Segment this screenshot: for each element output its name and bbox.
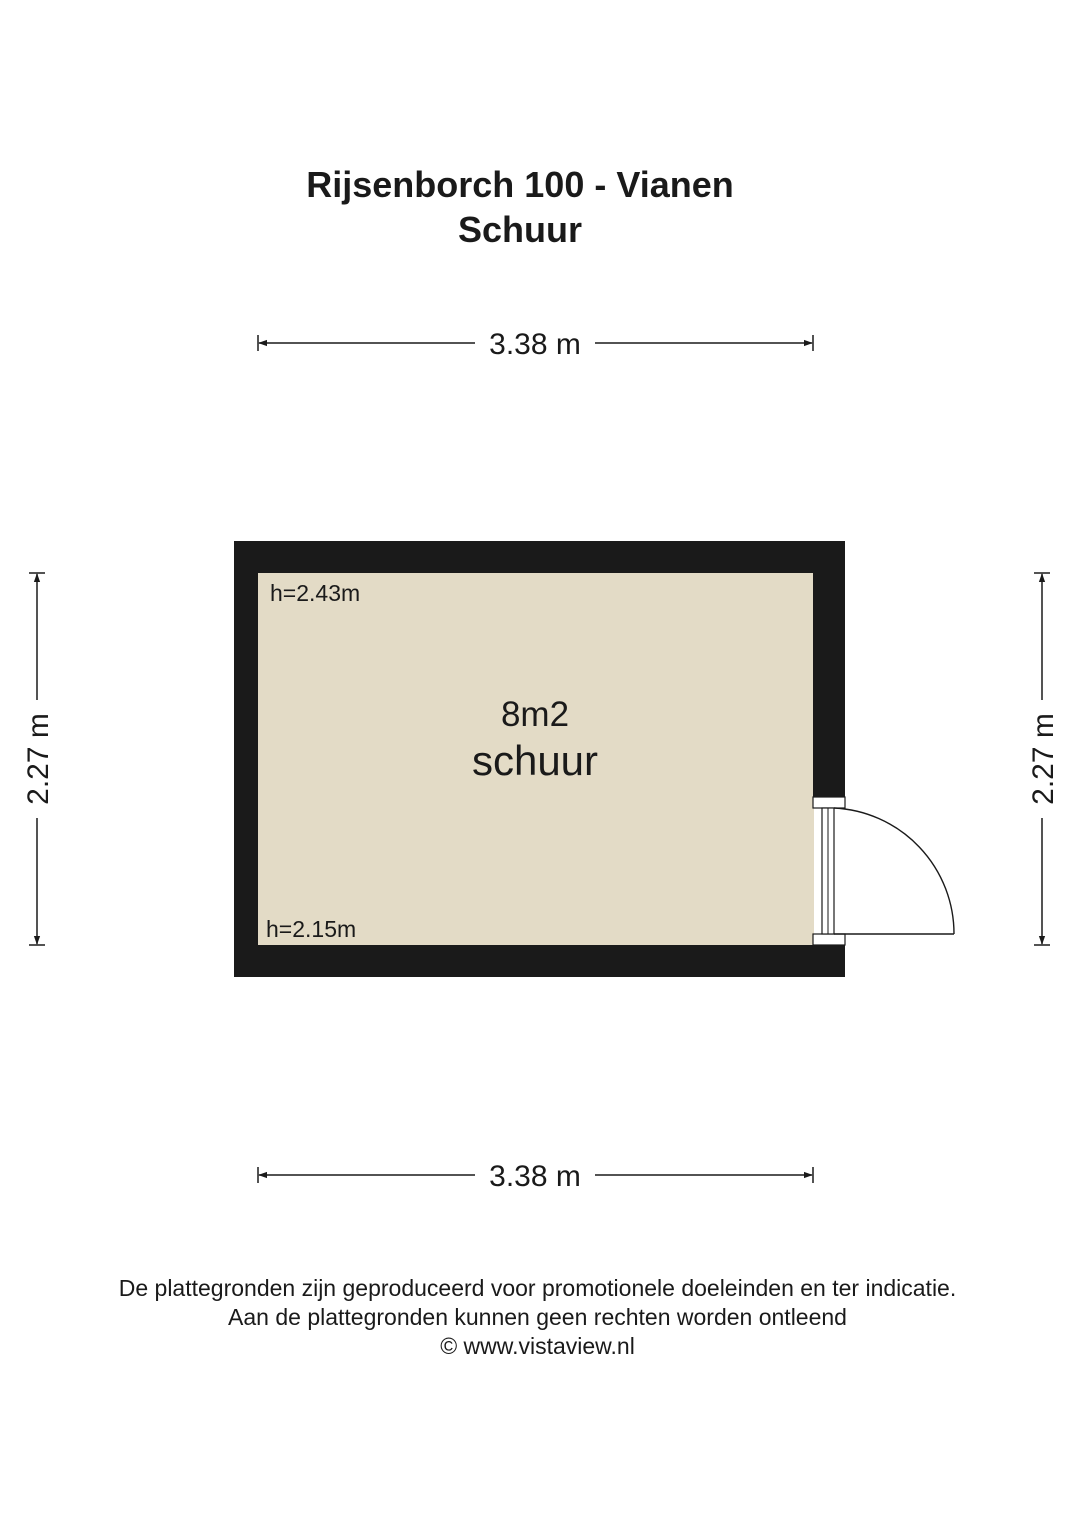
- copyright-line: © www.vistaview.nl: [440, 1333, 635, 1359]
- bottom-width-label: 3.38 m: [489, 1160, 581, 1193]
- top-width-label: 3.38 m: [489, 328, 581, 361]
- right-height-label: 2.27 m: [1027, 713, 1060, 805]
- ceiling-height-bottom: h=2.15m: [266, 916, 357, 942]
- top-width-dimension: [258, 328, 813, 361]
- door-frame-top: [813, 797, 845, 808]
- room-name-label: schuur: [471, 737, 599, 784]
- door-icon: [834, 808, 954, 934]
- right-height-dimension: [1027, 573, 1060, 945]
- disclaimer-line-2: Aan de plattegronden kunnen geen rechten worden ontleend: [228, 1304, 847, 1330]
- room-area-label: 8m2: [500, 695, 570, 734]
- room-schuur: [234, 541, 954, 977]
- left-height-dimension: [22, 573, 55, 945]
- disclaimer-line-1: De plattegronden zijn geproduceerd voor promotionele doeleinden en ter indicatie.: [118, 1275, 957, 1301]
- left-height-label: 2.27 m: [22, 713, 55, 805]
- plan-subtitle: Schuur: [457, 209, 582, 250]
- bottom-width-dimension: [258, 1160, 813, 1193]
- ceiling-height-top: h=2.43m: [270, 580, 361, 606]
- plan-title: Rijsenborch 100 - Vianen: [306, 164, 734, 205]
- door-frame-bottom: [813, 934, 845, 945]
